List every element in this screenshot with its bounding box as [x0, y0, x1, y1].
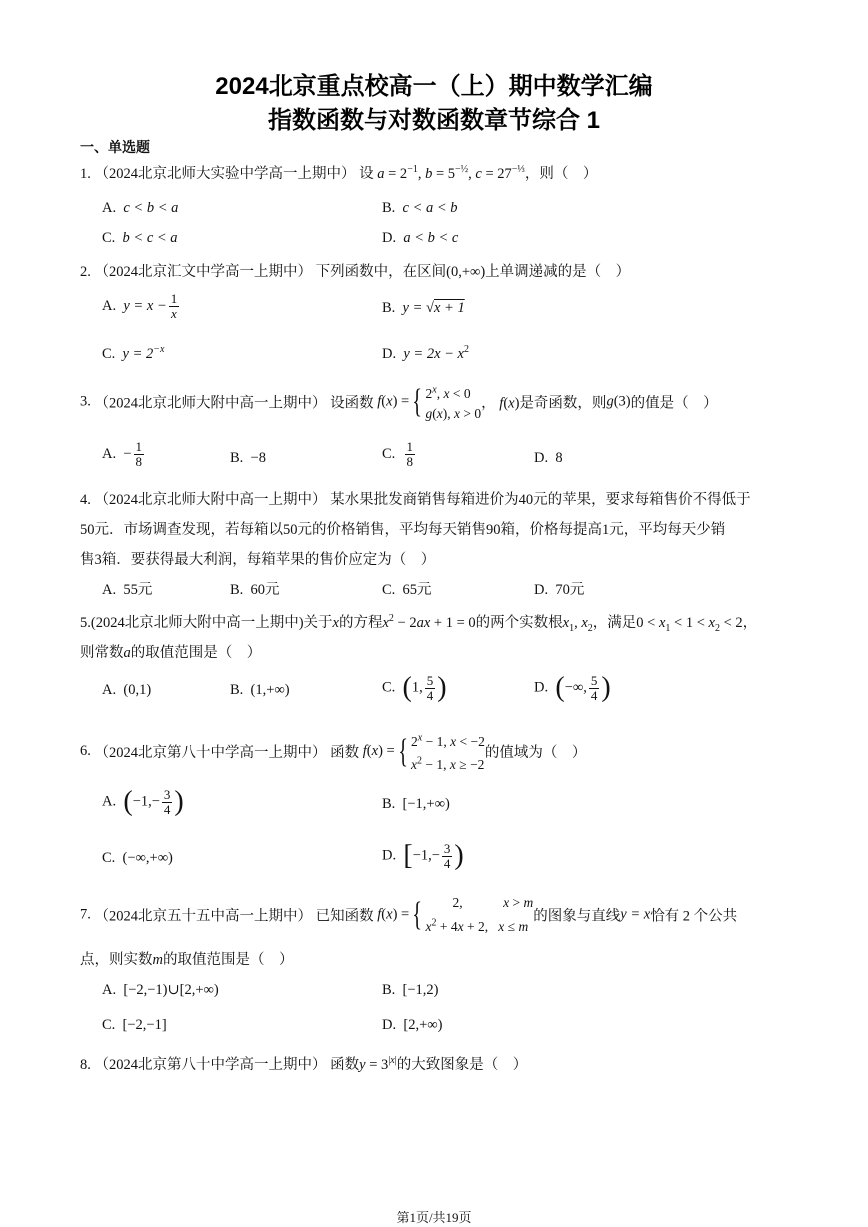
option-a[interactable]: A. (−1,− $\frac{3}{4}$ ) — [102, 786, 184, 817]
question-7-line2: 点，则实数m的取值范围是（ ） — [80, 952, 294, 968]
option-a[interactable]: A. 55元 — [102, 582, 153, 598]
section-heading: 一、单选题 — [80, 139, 150, 155]
option-d[interactable]: D. $y = 2x - x^2$ — [382, 344, 469, 362]
option-b[interactable]: B. y = √x + 1 — [382, 300, 465, 316]
option-b[interactable]: B. 60元 — [230, 582, 280, 598]
option-b[interactable]: B. [−1,+∞) — [382, 796, 450, 812]
page-footer: 第1页/共19页 — [396, 1210, 472, 1225]
question-4: 4. （2024北京北师大附中高一上期中） 某水果批发商销售每箱进价为40元的苹果，要求每箱售价不得低于 — [80, 492, 751, 508]
option-a[interactable]: A. [−2,−1)∪[2,+∞) — [102, 982, 219, 998]
option-b[interactable]: B. (1,+∞) — [230, 682, 290, 698]
option-b[interactable]: B. −8 — [230, 450, 266, 466]
question-stem: 设 — [359, 166, 374, 182]
option-d[interactable]: D. [−1,− $\frac{3}{4}$ ) — [382, 840, 464, 871]
option-d[interactable]: D. 8 — [534, 450, 563, 466]
option-a[interactable]: A. c < b < a — [102, 200, 179, 216]
option-c[interactable]: C. (1, $\frac{5}{4}$ ) — [382, 672, 447, 703]
question-7: 7. （2024北京五十五中高一上期中） 已知函数 f(x) ={ 2, x > m $x^2 + 4x + 2$, x ≤ m的图象与直线y = x恰有 2 个公共 — [80, 895, 738, 934]
option-d[interactable]: D. (−∞, $\frac{5}{4}$ ) — [534, 672, 611, 703]
question-formula: a — [377, 166, 385, 182]
document-title-line2: 指数函数与对数函数章节综合 1 — [267, 107, 600, 134]
option-c[interactable]: C. b < c < a — [102, 230, 178, 246]
question-5-line2: 则常数a的取值范围是（ ） — [80, 645, 262, 661]
question-1: 1. （2024北京北师大实验中学高一上期中） 设 $a = 2^{-1}$, $b = 5^{-\frac{1}{2}}$, $c = 27^{-\frac{1}{3}}$，则（ ） — [80, 164, 598, 182]
option-c[interactable]: C. [−2,−1] — [102, 1017, 167, 1033]
question-stem-suffix: ，则（ ） — [524, 166, 598, 182]
question-5: 5.(2024北京北师大附中高一上期中)关于x的方程$x^2 - 2ax + 1 = 0$的两个实数根$x_1$, $x_2$，满足$0 < x_1 < 1 < x_2 < 2$， — [80, 613, 758, 634]
question-2: 2. （2024北京汇文中学高一上期中） 下列函数中，在区间(0,+∞)上单调递减的是（ ） — [80, 264, 631, 280]
option-a[interactable]: A. y = x − $\frac{1}{x}$ — [102, 291, 178, 321]
document-title-line1: 2024北京重点校高一（上）期中数学汇编 — [215, 73, 653, 100]
option-a[interactable]: A. (0,1) — [102, 682, 152, 698]
option-c[interactable]: C. $y = 2^{-x}$ — [102, 344, 165, 362]
question-3: 3. （2024北京北师大附中高一上期中） 设函数 f(x) ={ 2$^x$, x < 0 g(x), x > 0， f(x)是奇函数，则g(3)的值是（ ） — [80, 382, 718, 421]
option-c[interactable]: C. 65元 — [382, 582, 432, 598]
option-d[interactable]: D. [2,+∞) — [382, 1017, 443, 1033]
question-4-line3: 售3箱．要获得最大利润，每箱苹果的售价应定为（ ） — [80, 552, 436, 568]
option-b[interactable]: B. c < a < b — [382, 200, 458, 216]
option-d[interactable]: D. 70元 — [534, 582, 585, 598]
question-source: （2024北京北师大实验中学高一上期中） — [94, 166, 356, 182]
option-b[interactable]: B. [−1,2) — [382, 982, 439, 998]
question-6: 6. （2024北京第八十中学高一上期中） 函数 f(x) ={ $2^x - 1$, x < −2 $x^2 - 1$, x ≥ −2的值域为（ ） — [80, 732, 587, 772]
option-d[interactable]: D. a < b < c — [382, 230, 459, 246]
option-c[interactable]: C. $\frac{1}{8}$ — [382, 439, 414, 469]
option-c[interactable]: C. (−∞,+∞) — [102, 850, 173, 866]
question-8: 8. （2024北京第八十中学高一上期中） 函数$y = 3^{|x|}$的大致图象是（ ） — [80, 1055, 528, 1073]
question-4-line2: 50元．市场调查发现，若每箱以50元的价格销售，平均每天销售90箱，价格每提高1元，平均每天少销 — [80, 522, 726, 538]
question-number: 1. — [80, 166, 91, 182]
option-a[interactable]: A. − $\frac{1}{8}$ — [102, 439, 143, 469]
